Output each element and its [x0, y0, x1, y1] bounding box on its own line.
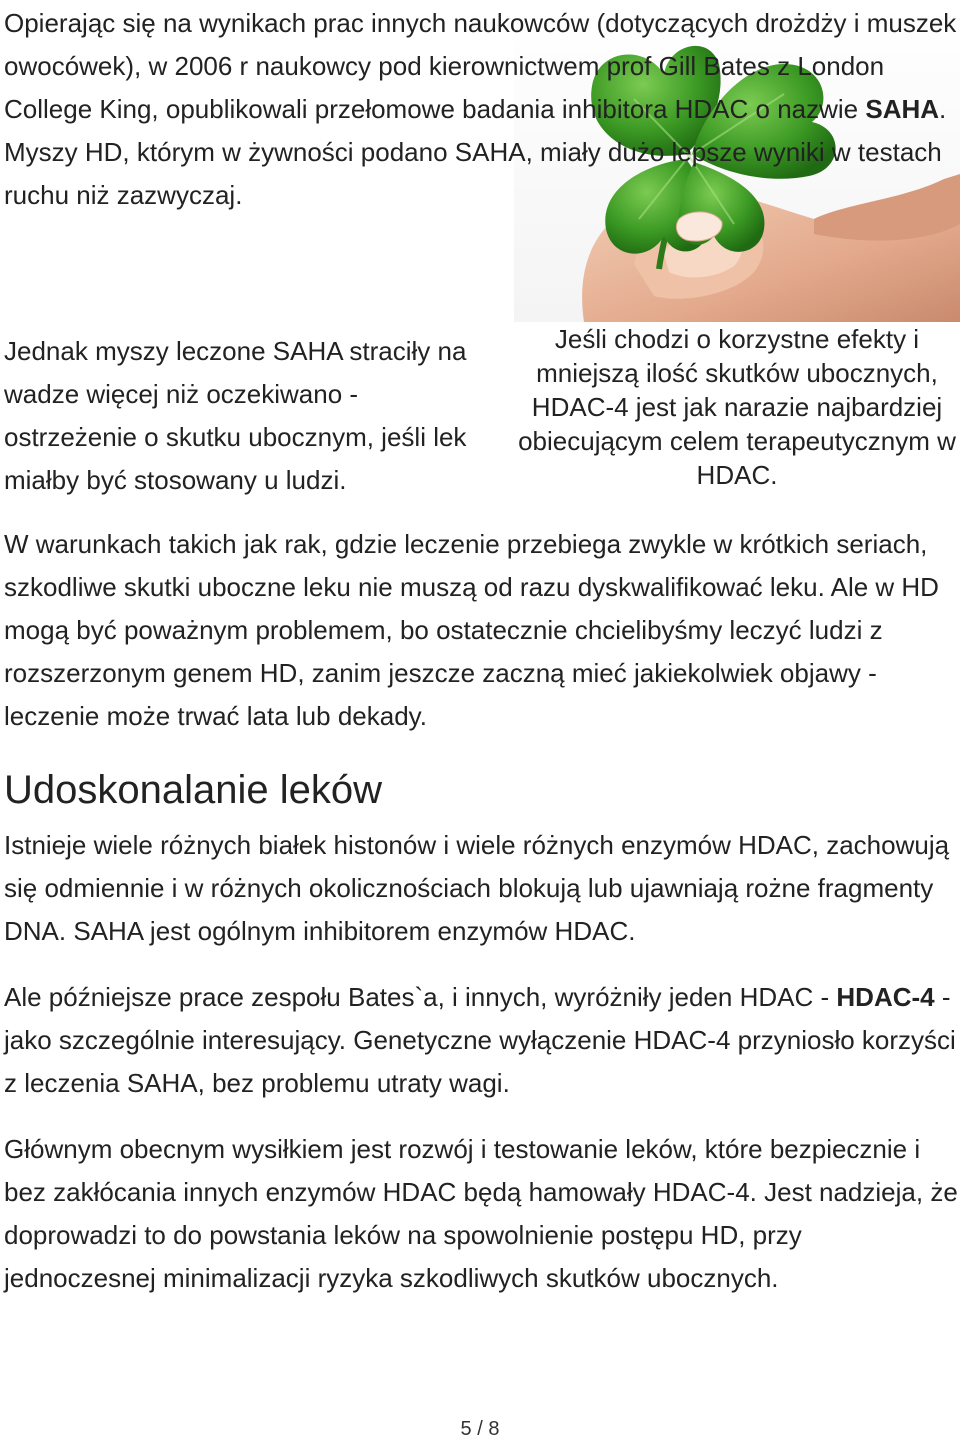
paragraph-intro — [4, 2, 958, 217]
paragraph-histones: Istnieje wiele różnych białek histonów i wiele różnych enzymów HDAC, zachowują się odmiennie i w różnych okolicznościach blokują lub ujawniają rożne fragmenty DNA. SAHA jest ogólnym inhibitorem enzymów HDAC. — [4, 830, 950, 946]
paragraph-hdac4-text-a: Ale późniejsze prace zespołu Bates`a, i innych, wyróżniły jeden HDAC - — [4, 982, 837, 1012]
section-heading: Udoskonalanie leków — [4, 768, 383, 812]
paragraph-side-effects: W warunkach takich jak rak, gdzie leczenie przebiega zwykle w krótkich seriach, szkodliwe skutki uboczne leku nie muszą od razu dyskwalifikować leku. Ale w HD mogą być poważnym problemem, bo ostatecznie chcielibyśmy leczyć ludzi z rozszerzonym genem HD, zanim jeszcze zaczną mieć jakiekolwiek objawy - leczenie może trwać lata lub dekady. — [4, 529, 939, 731]
saha-bold: SAHA — [865, 94, 940, 124]
paragraph-intro-text-a: Opierając się na wynikach prac innych naukowców (dotyczących drożdży i muszek owocówek), w 2006 r naukowcy pod kierownictwem prof Gill Bates z London College King, opublikowali przełomowe badania inhibitora HDAC o nazwie — [4, 8, 957, 124]
paragraph-current-efforts: Głównym obecnym wysiłkiem jest rozwój i testowanie leków, które bezpiecznie i bez zakłócania innych enzymów HDAC będą hamowały HDAC-4. Jest nadzieja, że doprowadzi to do powstania leków na spowolnienie postępu HD, przy jednoczesnej minimalizacji ryzyka szkodliwych skutków ubocznych. — [4, 1134, 958, 1293]
paragraph-weight-loss: Jednak myszy leczone SAHA straciły na wadze więcej niż oczekiwano - ostrzeżenie o skutku ubocznym, jeśli lek miałby być stosowany u ludzi. — [4, 336, 467, 495]
paragraph-hdac4-text-b: - jako szczególnie interesujący. Genetyczne wyłączenie HDAC-4 przyniosło korzyści z leczenia SAHA, bez problemu utraty wagi. — [4, 982, 956, 1098]
page-number: 5 / 8 — [460, 1418, 500, 1440]
hdac4-bold: HDAC-4 — [836, 982, 935, 1012]
figure-caption: Jeśli chodzi o korzystne efekty i mniejszą ilość skutków ubocznych, HDAC-4 jest jak narazie najbardziej obiecującym celem terapeutycznym w HDAC. — [518, 324, 956, 490]
paragraph-intro-text-b: . Myszy HD, którym w żywności podano SAHA, miały dużo lepsze wyniki w testach ruchu niż zazwyczaj. — [4, 94, 947, 210]
paragraph-hdac4 — [4, 976, 958, 1105]
